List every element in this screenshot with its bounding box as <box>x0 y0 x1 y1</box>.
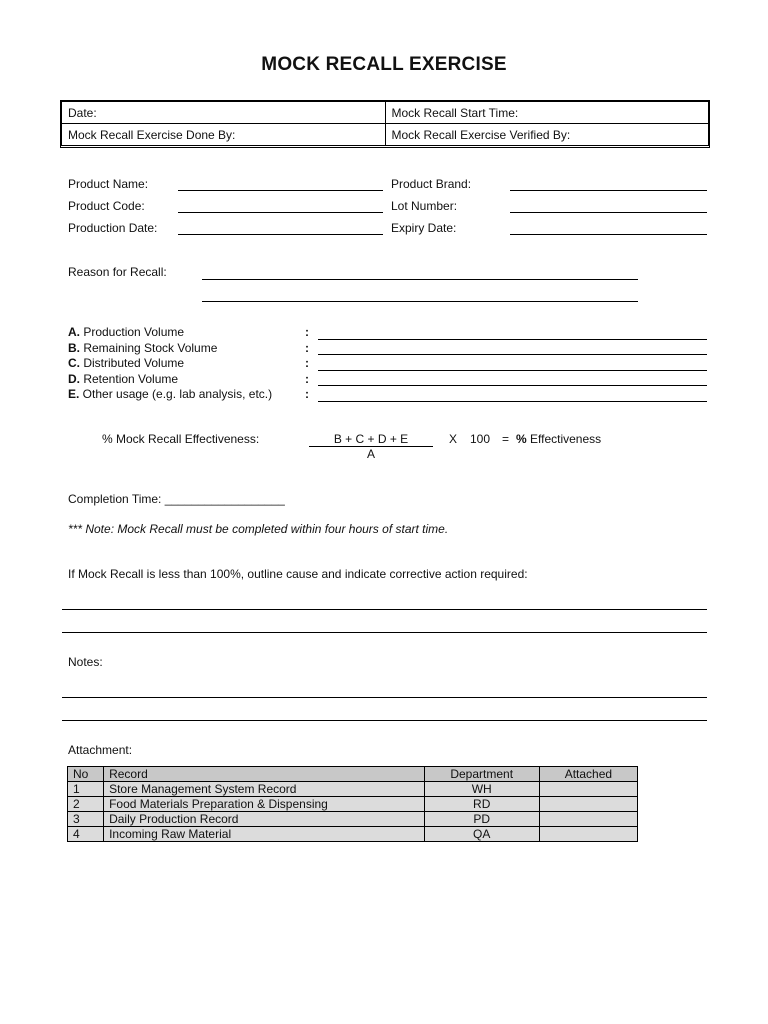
formula-times: X <box>449 432 458 446</box>
volume-e-label: E. Other usage (e.g. lab analysis, etc.) <box>68 387 273 401</box>
notes-label: Notes: <box>68 655 103 669</box>
reason-label: Reason for Recall: <box>68 265 167 279</box>
cell-department: QA <box>424 827 539 842</box>
product-code-label: Product Code: <box>68 199 145 213</box>
volume-b-label: B. Remaining Stock Volume <box>68 341 218 355</box>
header-table <box>61 101 709 146</box>
cell-record: Store Management System Record <box>104 782 425 797</box>
product-brand-line[interactable] <box>510 190 707 191</box>
cell-department: RD <box>424 797 539 812</box>
volume-e-line[interactable] <box>318 401 707 402</box>
date-field[interactable]: Date: <box>62 102 386 124</box>
volume-a-label: A. Production Volume <box>68 325 185 339</box>
start-time-field[interactable]: Mock Recall Start Time: <box>385 102 709 124</box>
formula-hundred: 100 <box>470 432 491 446</box>
effectiveness-label: % Mock Recall Effectiveness: <box>102 432 260 446</box>
product-code-line[interactable] <box>178 212 383 213</box>
cell-record: Daily Production Record <box>104 812 425 827</box>
table-row <box>68 797 638 812</box>
cell-record: Incoming Raw Material <box>104 827 425 842</box>
table-row <box>62 102 709 124</box>
volume-d-line[interactable] <box>318 385 707 386</box>
attachment-table <box>67 766 638 842</box>
table-row <box>62 124 709 146</box>
table-row <box>68 782 638 797</box>
cell-no: 4 <box>68 827 104 842</box>
attachment-label: Attachment: <box>68 743 133 757</box>
product-brand-label: Product Brand: <box>391 177 472 191</box>
colon: : <box>305 387 309 401</box>
cell-attached[interactable] <box>539 782 637 797</box>
formula-result: % Effectiveness <box>516 432 602 446</box>
volume-c-line[interactable] <box>318 370 707 371</box>
verified-by-field[interactable]: Mock Recall Exercise Verified By: <box>385 124 709 146</box>
cell-record: Food Materials Preparation & Dispensing <box>104 797 425 812</box>
header-no: No <box>68 767 104 782</box>
completion-time-label: Completion Time: __________________ <box>68 492 285 506</box>
cell-department: WH <box>424 782 539 797</box>
colon: : <box>305 372 309 386</box>
corrective-line-2[interactable] <box>62 632 707 633</box>
header-record: Record <box>104 767 425 782</box>
volume-c-label: C. Distributed Volume <box>68 356 185 370</box>
volume-d-label: D. Retention Volume <box>68 372 179 386</box>
formula-numerator: B + C + D + E <box>333 432 409 446</box>
volume-b-line[interactable] <box>318 354 707 355</box>
formula-denominator: A <box>366 447 375 461</box>
expiry-date-label: Expiry Date: <box>391 221 457 235</box>
notes-line-1[interactable] <box>62 697 707 698</box>
production-date-line[interactable] <box>178 234 383 235</box>
colon: : <box>305 356 309 370</box>
production-date-label: Production Date: <box>68 221 158 235</box>
cell-attached[interactable] <box>539 812 637 827</box>
formula-equals: = <box>502 432 510 446</box>
lot-number-line[interactable] <box>510 212 707 213</box>
product-name-label: Product Name: <box>68 177 149 191</box>
cell-no: 3 <box>68 812 104 827</box>
cell-attached[interactable] <box>539 797 637 812</box>
cell-department: PD <box>424 812 539 827</box>
notes-line-2[interactable] <box>62 720 707 721</box>
note-text: *** Note: Mock Recall must be completed within four hours of start time. <box>68 522 449 536</box>
product-name-line[interactable] <box>178 190 383 191</box>
page-title: MOCK RECALL EXERCISE <box>261 54 507 75</box>
reason-line-1[interactable] <box>202 279 638 280</box>
expiry-date-line[interactable] <box>510 234 707 235</box>
corrective-action-label: If Mock Recall is less than 100%, outline cause and indicate corrective action required: <box>68 567 528 581</box>
table-row <box>68 812 638 827</box>
colon: : <box>305 325 309 339</box>
table-row <box>68 827 638 842</box>
header-department: Department <box>424 767 539 782</box>
done-by-field[interactable]: Mock Recall Exercise Done By: <box>62 124 386 146</box>
lot-number-label: Lot Number: <box>391 199 458 213</box>
colon: : <box>305 341 309 355</box>
corrective-line-1[interactable] <box>62 609 707 610</box>
cell-no: 2 <box>68 797 104 812</box>
cell-attached[interactable] <box>539 827 637 842</box>
header-attached: Attached <box>539 767 637 782</box>
table-header-row <box>68 767 638 782</box>
cell-no: 1 <box>68 782 104 797</box>
volume-a-line[interactable] <box>318 339 707 340</box>
reason-line-2[interactable] <box>202 301 638 302</box>
